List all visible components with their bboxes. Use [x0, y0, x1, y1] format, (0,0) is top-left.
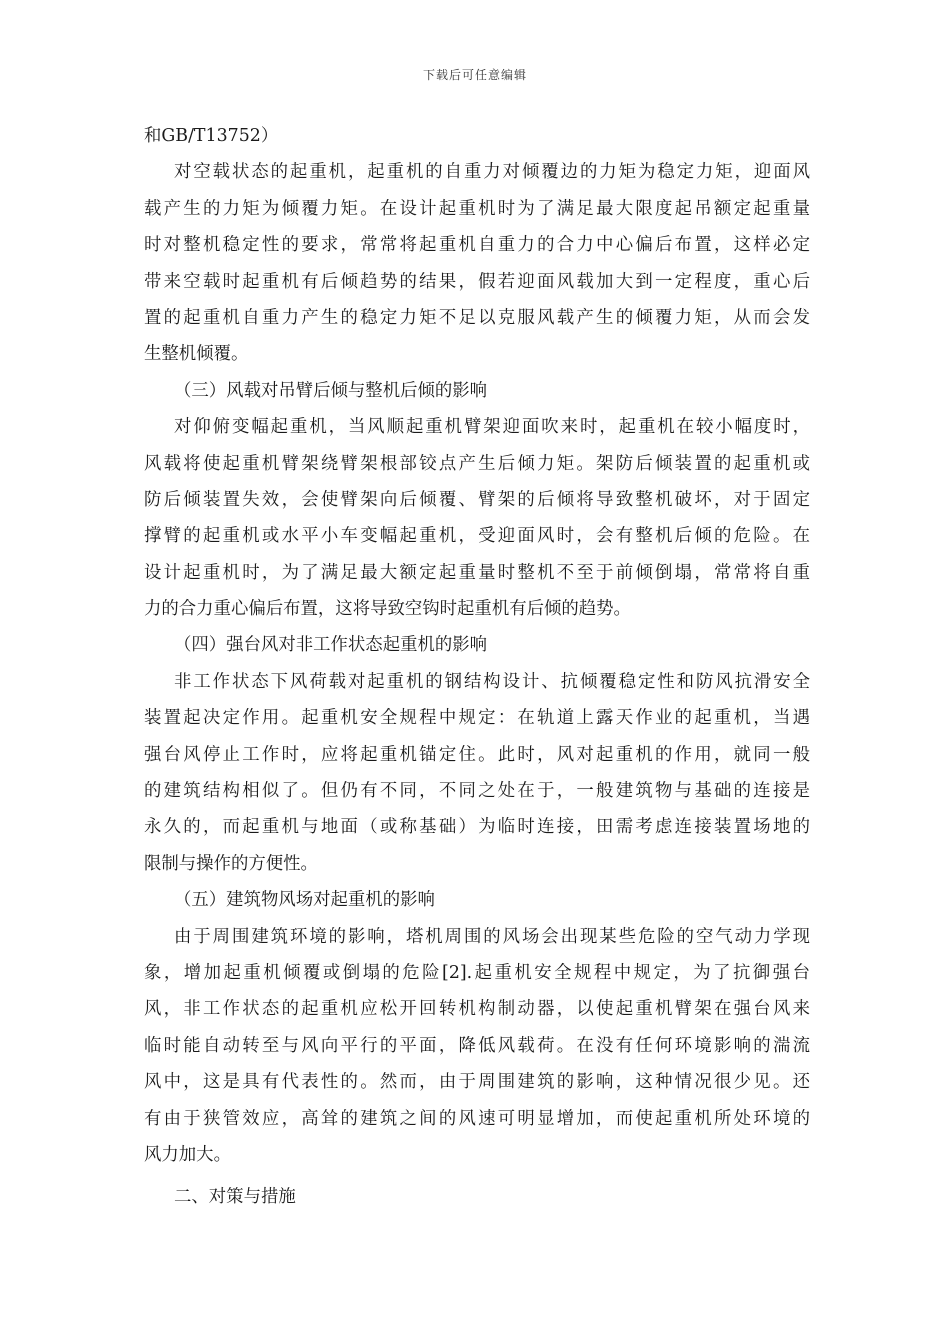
text-line: 设计起重机时，为了满足最大额定起重量时整机不至于前倾倒塌，常常将自重: [144, 562, 810, 583]
text-line: 风中，这是具有代表性的。然而，由于周围建筑的影响，这种情况很少见。还: [144, 1072, 810, 1093]
text-line: 带来空载时起重机有后倾趋势的结果，假若迎面风载加大到一定程度，重心后: [144, 271, 810, 292]
text-line: 时对整机稳定性的要求，常常将起重机自重力的合力中心偏后布置，这样必定: [144, 235, 810, 256]
text-line: 临时能自动转至与风向平行的平面，降低风载荷。在没有任何环境影响的湍流: [144, 1035, 810, 1056]
text-line: 载产生的力矩为倾覆力矩。在设计起重机时为了满足最大限度起吊额定起重量: [144, 198, 810, 219]
text-line: 的建筑结构相似了。但仍有不同，不同之处在于，一般建筑物与基础的连接是: [144, 781, 810, 802]
text-line: （五）建筑物风场对起重机的影响: [174, 890, 435, 911]
text-line: 对仰俯变幅起重机，当风顺起重机臂架迎面吹来时，起重机在较小幅度时，: [174, 417, 810, 438]
text-line: 风载将使起重机臂架绕臂架根部铰点产生后倾力矩。架防后倾装置的起重机或: [144, 453, 810, 474]
text-line: 二、对策与措施: [174, 1187, 296, 1208]
text-line: 防后倾装置失效，会使臂架向后倾覆、臂架的后倾将导致整机破坏，对于固定: [144, 489, 810, 510]
text-line: 和GB/T13752）: [144, 126, 279, 146]
text-line: 象，增加起重机倾覆或倒塌的危险[2].起重机安全规程中规定，为了抗御强台: [144, 962, 810, 983]
text-line: 对空载状态的起重机，起重机的自重力对倾覆边的力矩为稳定力矩，迎面风: [174, 162, 810, 183]
text-line: 永久的，而起重机与地面（或称基础）为临时连接，田需考虑连接装置场地的: [144, 817, 810, 838]
text-line: 生整机倾覆。: [144, 344, 249, 365]
page-header: 下载后可任意编辑: [422, 68, 527, 82]
text-line: 有由于狭管效应，高耸的建筑之间的风速可明显增加，而使起重机所处环境的: [144, 1108, 810, 1129]
document-body: [144, 118, 810, 1216]
text-line: 风力加大。: [144, 1144, 231, 1165]
text-line: 限制与操作的方便性。: [144, 853, 318, 874]
text-line: （四）强台风对非工作状态起重机的影响: [174, 635, 488, 656]
text-line: 强台风停止工作时，应将起重机锚定住。此时，风对起重机的作用，就同一般: [144, 744, 810, 765]
text-line: 非工作状态下风荷载对起重机的钢结构设计、抗倾覆稳定性和防风抗滑安全: [174, 671, 810, 692]
text-line: 风，非工作状态的起重机应松开回转机构制动器，以使起重机臂架在强台风来: [144, 999, 810, 1020]
text-line: 置的起重机自重力产生的稳定力矩不足以克服风载产生的倾覆力矩，从而会发: [144, 307, 810, 328]
text-line: 由于周围建筑环境的影响，塔机周围的风场会出现某些危险的空气动力学现: [174, 926, 810, 947]
text-line: 装置起决定作用。起重机安全规程中规定：在轨道上露天作业的起重机，当遇: [144, 708, 810, 729]
text-line: （三）风载对吊臂后倾与整机后倾的影响: [174, 380, 488, 401]
text-line: 力的合力重心偏后布置，这将导致空钩时起重机有后倾的趋势。: [144, 599, 631, 620]
text-line: 撑臂的起重机或水平小车变幅起重机，受迎面风时，会有整机后倾的危险。在: [144, 526, 810, 547]
